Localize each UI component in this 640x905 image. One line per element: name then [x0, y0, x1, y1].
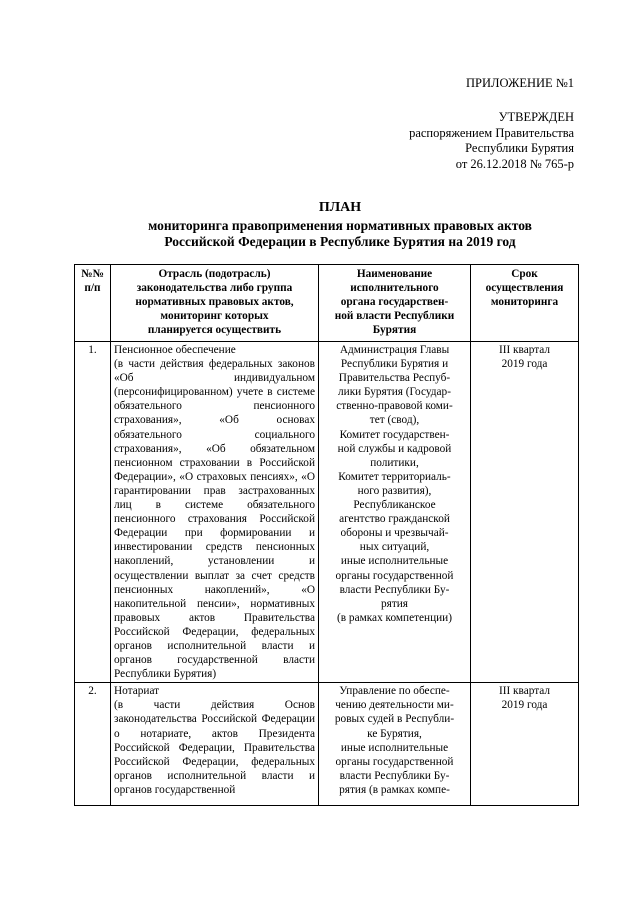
- row-executive-body: Управление по обеспе- чению деятельности ми- ровых судей в Республи- ке Бурятия, иные исполнительные органы государственной власти Республики Бу- рятия (в рамках компе-: [319, 683, 471, 806]
- approval-line: распоряжением Правительства: [409, 125, 574, 140]
- branch-title: Пенсионное обеспечение: [114, 344, 236, 356]
- row-term: III квартал 2019 года: [471, 342, 579, 683]
- row-branch: [111, 683, 319, 806]
- table-header-row: [75, 265, 579, 342]
- column-header-term: Срок осуществления мониторинга: [471, 265, 579, 342]
- document-subtitle: [60, 218, 620, 250]
- approval-date-line: от 26.12.2018 № 765-р: [455, 156, 574, 171]
- row-branch: [111, 342, 319, 683]
- branch-title: Нотариат: [114, 685, 160, 698]
- appendix-text: ПРИЛОЖЕНИЕ №1: [465, 76, 574, 90]
- approval-line: УТВЕРЖДЕН: [498, 110, 574, 124]
- column-header-branch: Отрасль (подотрасль) законодательства либо группа нормативных правовых актов, мониторинг которых планируется осуществить: [111, 265, 319, 342]
- row-executive-body: Администрация Главы Республики Бурятия и Правительства Респуб- лики Бурятия (Государ- ственно-правовой коми- тет (свод), Комитет государствен- ной службы и кадровой политики, Комитет территориаль- ного развития), Республиканское агентство гражданской обороны и чрезвычай- ных ситуаций, иные исполнительные органы государственной власти Республики Бу- рятия (в рамках компетенции): [319, 342, 471, 683]
- table-row: [75, 683, 579, 806]
- row-number: 1.: [75, 342, 111, 683]
- subtitle-line: Российской Федерации в Республике Бурятия на 2019 год: [164, 234, 516, 249]
- document-title: ПЛАН: [318, 200, 362, 215]
- approval-block: [409, 110, 574, 172]
- row-term: III квартал 2019 года: [471, 683, 579, 806]
- approval-line: Республики Бурятия: [465, 141, 574, 155]
- appendix-label: [466, 76, 574, 92]
- branch-detail: (в части действия федеральных законов «Об индивидуальном (персонифицированном) учете в системе обязательного пенсионного страхования», «Об основах обязательного социального страхования», «Об обязательном пенсионном страховании в Российской Федерации», «О страховых пенсиях», «О гарантировании прав застрахованных лиц в системе обязательного пенсионного страхования Российской Федерации при формировании и инвестировании средств пенсионных накоплений, установлении и осуществлении выплат за счет средств пенсионных накоплений», «О накопительной пенсии», нормативных правовых актов Правительства Российской Федерации, федеральных органов исполнительной власти и органов государственной власти Республики Бурятия): [114, 358, 315, 681]
- plan-table: [74, 264, 579, 806]
- subtitle-line: мониторинга правоприменения нормативных правовых актов: [148, 218, 532, 233]
- branch-detail: (в части действия Основ законодательства Российской Федерации о нотариате, актов Президента Российской Федерации, Правительства Российской Федерации, федеральных органов исполнительной власти и органов государственной: [114, 699, 315, 796]
- table-row: [75, 342, 579, 683]
- column-header-number: №№ п/п: [75, 265, 111, 342]
- row-number: 2.: [75, 683, 111, 806]
- column-header-body: Наименование исполнительного органа государствен- ной власти Республики Бурятия: [319, 265, 471, 342]
